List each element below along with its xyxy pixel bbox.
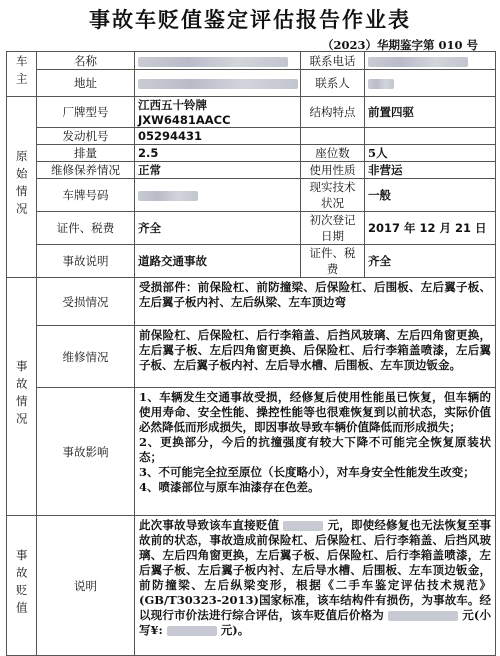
contact-label: 联系人 (301, 70, 365, 97)
engine-label: 发动机号 (37, 128, 135, 145)
name-value (135, 52, 301, 70)
note-text-b: 元，即使经修复也无法恢复至事故前的状态，事故造成前保险杠、后保险杠、后行李箱盖、后挡风玻璃、左后四角窗更换，左后翼子板、后保险杠、后行李箱盖喷漆，左后翼子板、左后翼子板内衬、左后导水槽、后围板、左车顶边钣金，前防撞梁、左后纵梁变形，根据《二手车鉴定评估技术规范》(GB/T30323-2013)国家标准，该车结构件有损伤，为事故车。经以现行市价法进行综合评估，该车贬值后价格为 (139, 518, 492, 622)
section-depreciation: 事故贬值 (7, 516, 37, 656)
section-owner: 车主 (7, 52, 37, 97)
contact-value (365, 70, 496, 97)
depreciation-amount-redacted (283, 521, 323, 531)
impact-label: 事故影响 (37, 388, 135, 516)
docs2-label: 证件、税费 (301, 245, 365, 278)
seats-label: 座位数 (301, 145, 365, 162)
damage-label: 受损情况 (37, 278, 135, 326)
note-text-c: 元(小写¥: (139, 608, 491, 637)
section-original: 原始情况 (7, 97, 37, 278)
tech-status-value: 一般 (365, 179, 496, 212)
engine-empty (301, 128, 365, 145)
address-value (135, 70, 301, 97)
note-text-a: 此次事故导致该车直接贬值 (139, 518, 280, 532)
phone-value (365, 52, 496, 70)
engine-empty-2 (365, 128, 496, 145)
first-reg-value: 2017 年 12 月 21 日 (365, 212, 496, 245)
plate-model-value: 江西五十铃牌 JXW6481AACC (135, 97, 301, 128)
usage-label: 使用性质 (301, 162, 365, 179)
plate-no-label: 车牌号码 (37, 179, 135, 212)
section-accident: 事故情况 (7, 278, 37, 516)
structure-label: 结构特点 (301, 97, 365, 128)
report-table (6, 51, 496, 656)
price-upper-redacted (388, 611, 458, 621)
serial-number: （2023）华期鉴字第 010 号 (321, 38, 478, 52)
repair-label: 维修情况 (37, 326, 135, 388)
impact-item-2: 2、更换部分，今后的抗撞强度有较大下降不可能完全恢复原装状态； (139, 435, 491, 464)
note-text-d: 元)。 (220, 623, 250, 637)
tech-status-label: 现实技术状况 (301, 179, 365, 212)
first-reg-label: 初次登记日期 (301, 212, 365, 245)
repair-value: 前保险杠、后保险杠、后行李箱盖、后挡风玻璃、左后四角窗更换，左后翼子板、左后四角窗更换、后保险杠、后行李箱盖喷漆，左后翼子板、左后翼子板内衬、左后导水槽、后围板、左车顶边钣金。 (135, 326, 496, 388)
usage-value: 非营运 (365, 162, 496, 179)
note-label: 说明 (37, 516, 135, 656)
name-label: 名称 (37, 52, 135, 70)
damage-value: 受损部件：前保险杠、前防撞梁、后保险杠、后围板、左后翼子板、左后翼子板内衬、左后纵梁、左车顶边弯 (135, 278, 496, 326)
impact-item-1: 1、车辆发生交通事故受损，经修复后使用性能虽已恢复，但车辆的使用寿命、安全性能、操控性能等也很难恢复到以前状态，实际价值必然降低而形成损失，即因事故导致车辆价值降低而形成损失； (139, 390, 491, 434)
structure-value: 前置四驱 (365, 97, 496, 128)
note-value (135, 516, 496, 656)
engine-value: 05294431 (135, 128, 301, 145)
plate-model-label: 厂牌型号 (37, 97, 135, 128)
impact-value (135, 388, 496, 516)
maintenance-value: 正常 (135, 162, 301, 179)
impact-item-4: 4、喷漆部位与原车油漆存在色差。 (139, 480, 320, 494)
displacement-value: 2.5 (135, 145, 301, 162)
impact-item-3: 3、不可能完全拉至原位（长度略小），对车身安全性能发生改变； (139, 465, 475, 479)
phone-label: 联系电话 (301, 52, 365, 70)
docs2-value: 齐全 (365, 245, 496, 278)
seats-value: 5人 (365, 145, 496, 162)
plate-no-value (135, 179, 301, 212)
docs-label: 证件、税费 (37, 212, 135, 245)
price-lower-redacted (167, 626, 217, 636)
accident-desc-label: 事故说明 (37, 245, 135, 278)
maintenance-label: 维修保养情况 (37, 162, 135, 179)
address-label: 地址 (37, 70, 135, 97)
page-title: 事故车贬值鉴定评估报告作业表 (89, 7, 411, 32)
docs-value: 齐全 (135, 212, 301, 245)
accident-desc-value: 道路交通事故 (135, 245, 301, 278)
displacement-label: 排量 (37, 145, 135, 162)
